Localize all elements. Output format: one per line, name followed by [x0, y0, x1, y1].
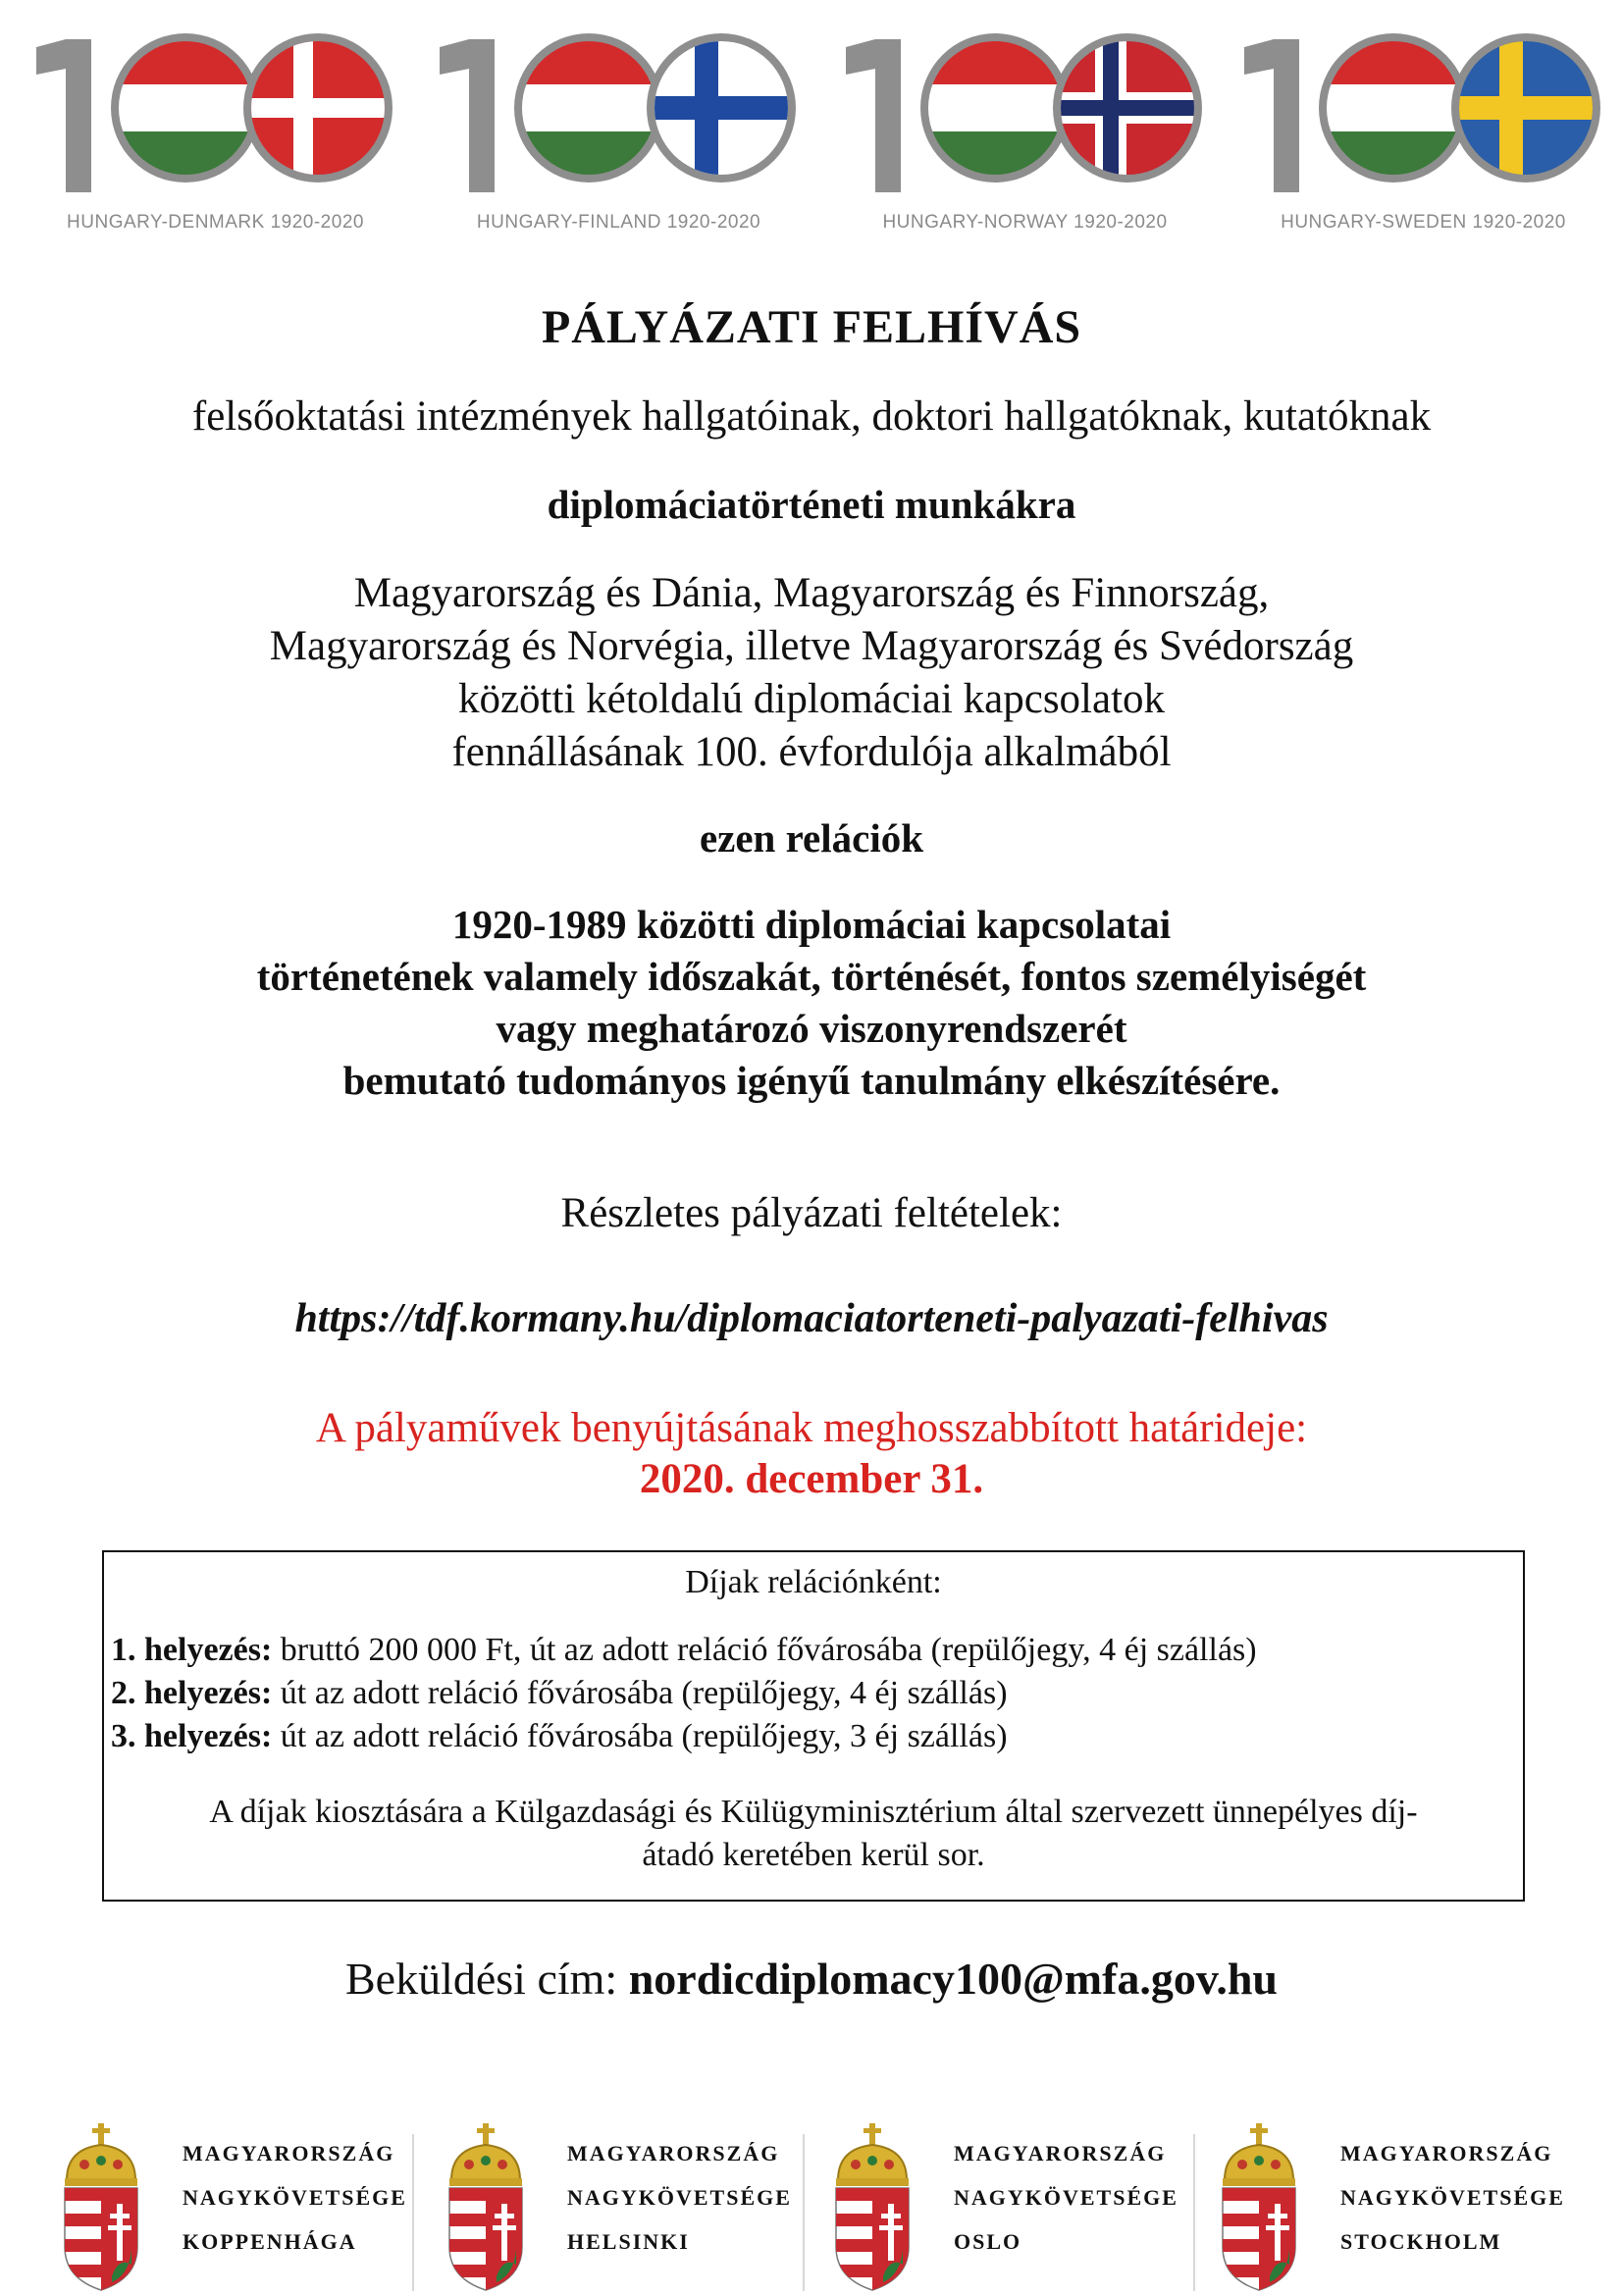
hungarian-coat-of-arms-icon	[57, 2119, 145, 2296]
prize-text: út az adott reláció fővárosába (repülőjegy, 3 éj szállás)	[272, 1718, 1008, 1754]
prize-item	[111, 1629, 1257, 1672]
embassy-city: KOPPENHÁGA	[183, 2229, 357, 2254]
centenary-100-finland-graphic	[440, 27, 798, 209]
submission-address	[0, 1953, 1623, 2005]
embassy-oslo	[771, 2119, 1178, 2296]
audience-line: felsőoktatási intézmények hallgatóinak, doktori hallgatóknak, kutatóknak	[191, 393, 1432, 440]
embassy-label	[954, 2131, 1178, 2264]
topic-line: bemutató tudományos igényű tanulmány elkészítésére.	[342, 1058, 1281, 1103]
logo-hungary-norway	[846, 27, 1204, 238]
occasion-line: Magyarország és Norvégia, illetve Magyarország és Svédország	[269, 623, 1354, 669]
hungarian-coat-of-arms-icon	[442, 2119, 530, 2296]
logo-hungary-finland	[440, 27, 798, 238]
embassy-copenhagen	[0, 2119, 407, 2296]
centenary-100-norway-graphic	[846, 27, 1204, 209]
logo-hungary-sweden	[1244, 27, 1602, 238]
embassy-label	[567, 2131, 792, 2264]
embassy-city: STOCKHOLM	[1340, 2229, 1502, 2254]
submission-email-link[interactable]: nordicdiplomacy100@mfa.gov.hu	[628, 1954, 1279, 2004]
topic-line: 1920-1989 közötti diplomáciai kapcsolatai	[451, 902, 1172, 947]
prize-heading: Díjak relációnként:	[685, 1564, 942, 1600]
centenary-logos	[0, 0, 1623, 245]
prize-text: út az adott reláció fővárosába (repülőjegy, 4 éj szállás)	[272, 1675, 1008, 1711]
logo-caption: HUNGARY-SWEDEN 1920-2020	[1281, 212, 1566, 233]
embassy-line1: MAGYARORSZÁG	[567, 2141, 780, 2166]
topic-paragraph	[0, 899, 1623, 1107]
submission-label: Beküldési cím:	[344, 1954, 629, 2004]
prize-place: 1. helyezés:	[111, 1632, 273, 1668]
prize-item	[111, 1672, 1257, 1715]
embassy-stockholm	[1158, 2119, 1565, 2296]
embassy-line2: NAGYKÖVETSÉGE	[567, 2185, 792, 2210]
occasion-line: Magyarország és Dánia, Magyarország és Finnország,	[353, 570, 1270, 616]
topic-line: vagy meghatározó viszonyrendszerét	[496, 1006, 1127, 1051]
occasion-line: fennállásának 100. évfordulója alkalmából	[451, 729, 1172, 775]
centenary-100-sweden-graphic	[1244, 27, 1602, 209]
ceremony-line: átadó keretében kerül sor.	[642, 1837, 985, 1873]
details-url-link[interactable]: https://tdf.kormany.hu/diplomaciatorteneti-palyazati-felhivas	[294, 1296, 1329, 1341]
prize-place: 3. helyezés:	[111, 1718, 273, 1754]
deadline-date: 2020. december 31.	[639, 1456, 984, 1502]
occasion-paragraph	[0, 567, 1623, 779]
logo-caption: HUNGARY-DENMARK 1920-2020	[67, 212, 364, 233]
embassy-helsinki	[385, 2119, 792, 2296]
embassy-line1: MAGYARORSZÁG	[183, 2141, 395, 2166]
embassy-line2: NAGYKÖVETSÉGE	[954, 2185, 1178, 2210]
prize-place: 2. helyezés:	[111, 1675, 273, 1711]
embassy-city: OSLO	[954, 2229, 1022, 2254]
prize-list	[111, 1629, 1257, 1758]
embassy-city: HELSINKI	[567, 2229, 690, 2254]
deadline-label: A pályaművek benyújtásának meghosszabbított határideje:	[315, 1405, 1308, 1451]
embassy-line2: NAGYKÖVETSÉGE	[183, 2185, 407, 2210]
logo-caption: HUNGARY-NORWAY 1920-2020	[882, 212, 1168, 233]
hungarian-coat-of-arms-icon	[828, 2119, 916, 2296]
page-title: PÁLYÁZATI FELHÍVÁS	[541, 301, 1082, 353]
prize-text: bruttó 200 000 Ft, út az adott reláció fővárosába (repülőjegy, 4 éj szállás)	[272, 1632, 1257, 1668]
occasion-line: közötti kétoldalú diplomáciai kapcsolatok	[457, 676, 1166, 722]
embassy-line1: MAGYARORSZÁG	[1340, 2141, 1553, 2166]
embassy-line2: NAGYKÖVETSÉGE	[1340, 2185, 1565, 2210]
logo-hungary-denmark	[36, 27, 394, 238]
details-label: Részletes pályázati feltételek:	[560, 1190, 1063, 1236]
subject-line: diplomáciatörténeti munkákra	[547, 482, 1076, 527]
relations-line: ezen relációk	[699, 815, 924, 861]
prize-item	[111, 1715, 1257, 1758]
ceremony-note	[102, 1791, 1525, 1877]
embassy-label	[183, 2131, 407, 2264]
embassy-line1: MAGYARORSZÁG	[954, 2141, 1167, 2166]
topic-line: történetének valamely időszakát, történését, fontos személyiségét	[256, 954, 1367, 999]
logo-caption: HUNGARY-FINLAND 1920-2020	[476, 212, 761, 233]
embassy-label	[1340, 2131, 1565, 2264]
ceremony-line: A díjak kiosztására a Külgazdasági és Külügyminisztérium által szervezett ünnepélyes díj-	[209, 1794, 1418, 1830]
hungarian-coat-of-arms-icon	[1215, 2119, 1303, 2296]
deadline-notice	[0, 1403, 1623, 1505]
centenary-100-denmark-graphic	[36, 27, 394, 209]
